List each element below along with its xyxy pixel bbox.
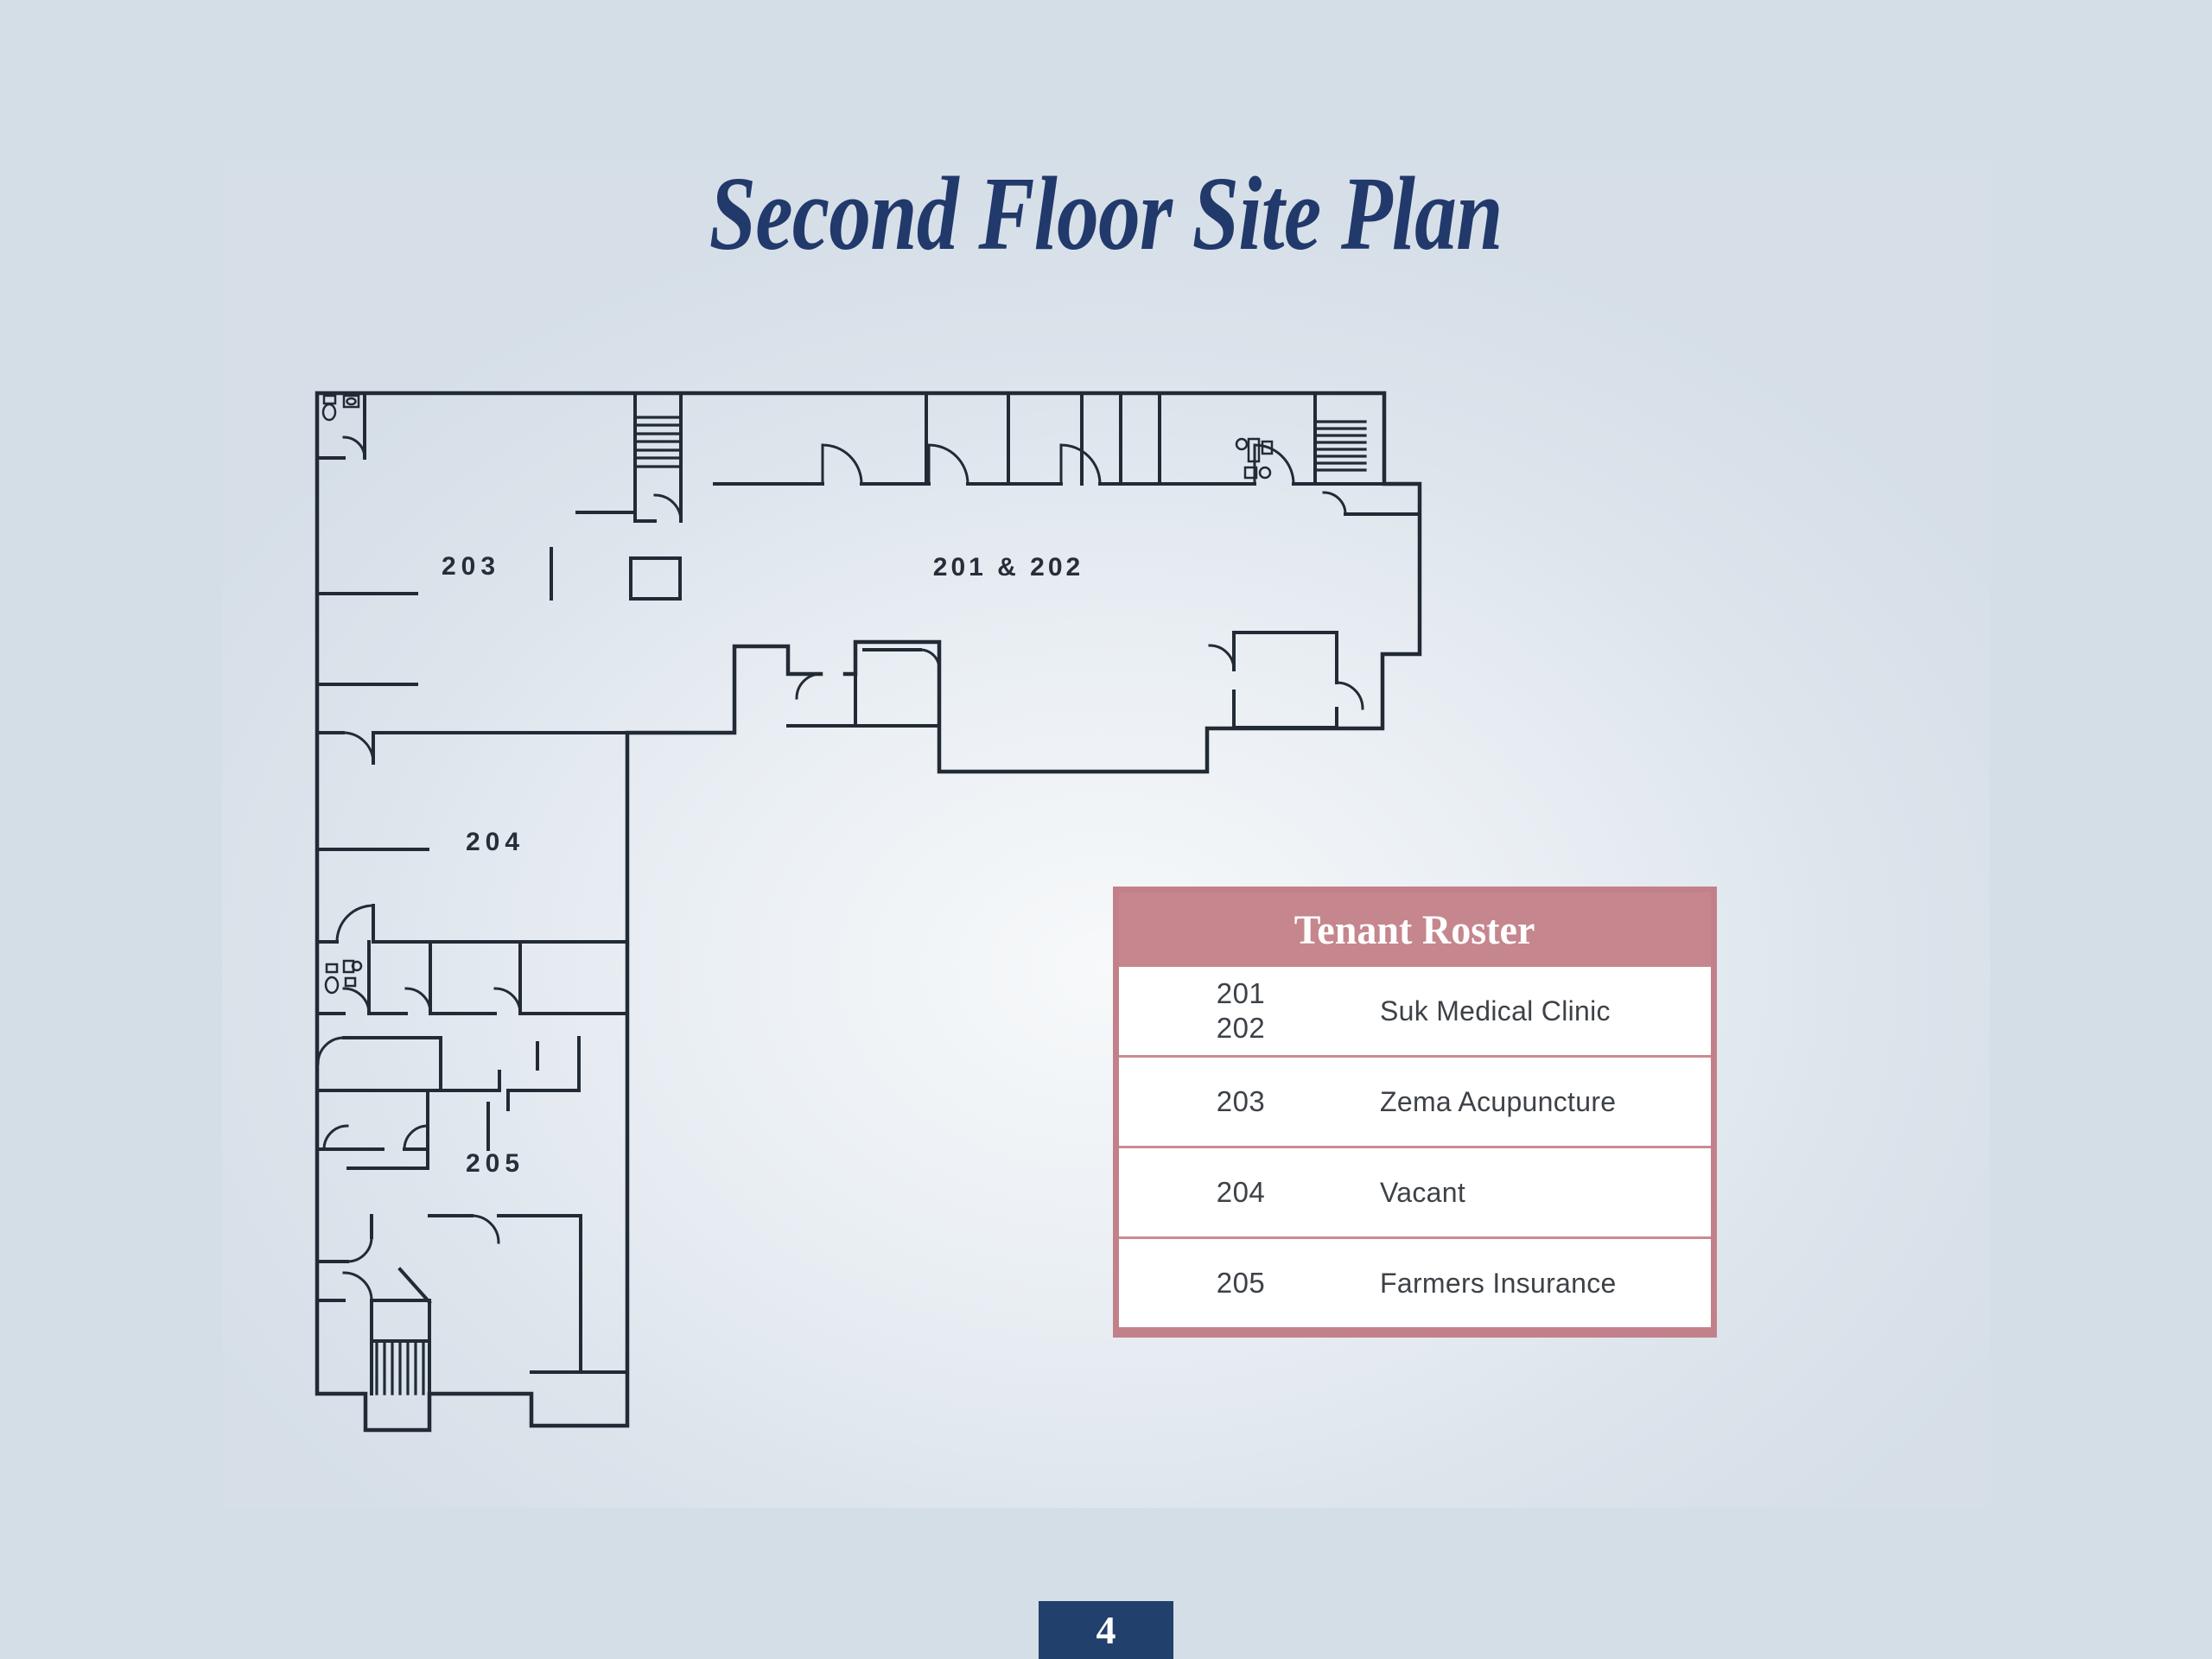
tenant-roster-table [1113,887,1717,1338]
room-label-201-202: 201 & 202 [932,553,1084,582]
tenant-roster-title: Tenant Roster [1294,906,1535,953]
page-number-badge [1039,1601,1173,1659]
tenant-name: Farmers Insurance [1380,1267,1617,1299]
unit-number: 202 [1216,1012,1266,1044]
page-number: 4 [1096,1608,1116,1652]
tenant-roster-rows [1119,967,1711,1327]
table-row [1119,1236,1711,1327]
room-label-205: 205 [465,1149,525,1178]
table-row [1119,1146,1711,1236]
unit-number: 203 [1216,1085,1266,1117]
page-title-text: Second Floor Site Plan [709,156,1503,272]
tenant-name: Zema Acupuncture [1380,1085,1617,1117]
stairs-icon-bottom-left [377,1341,423,1394]
stairs-icon-top-right [1315,422,1365,470]
unit-number: 205 [1216,1267,1266,1299]
tenant-name: Vacant [1380,1176,1466,1208]
tenant-name: Suk Medical Clinic [1380,995,1611,1027]
room-label-204: 204 [465,828,525,856]
stairs-icon-top-center [635,417,681,467]
unit-number: 201 [1216,977,1266,1009]
toilet-sink-icon-top-left [323,396,359,420]
tenant-roster-header [1119,893,1711,967]
table-row [1119,967,1711,1055]
table-row [1119,1055,1711,1146]
unit-numbers [1119,976,1363,1046]
room-label-203: 203 [441,552,501,581]
unit-number: 204 [1216,1176,1266,1208]
